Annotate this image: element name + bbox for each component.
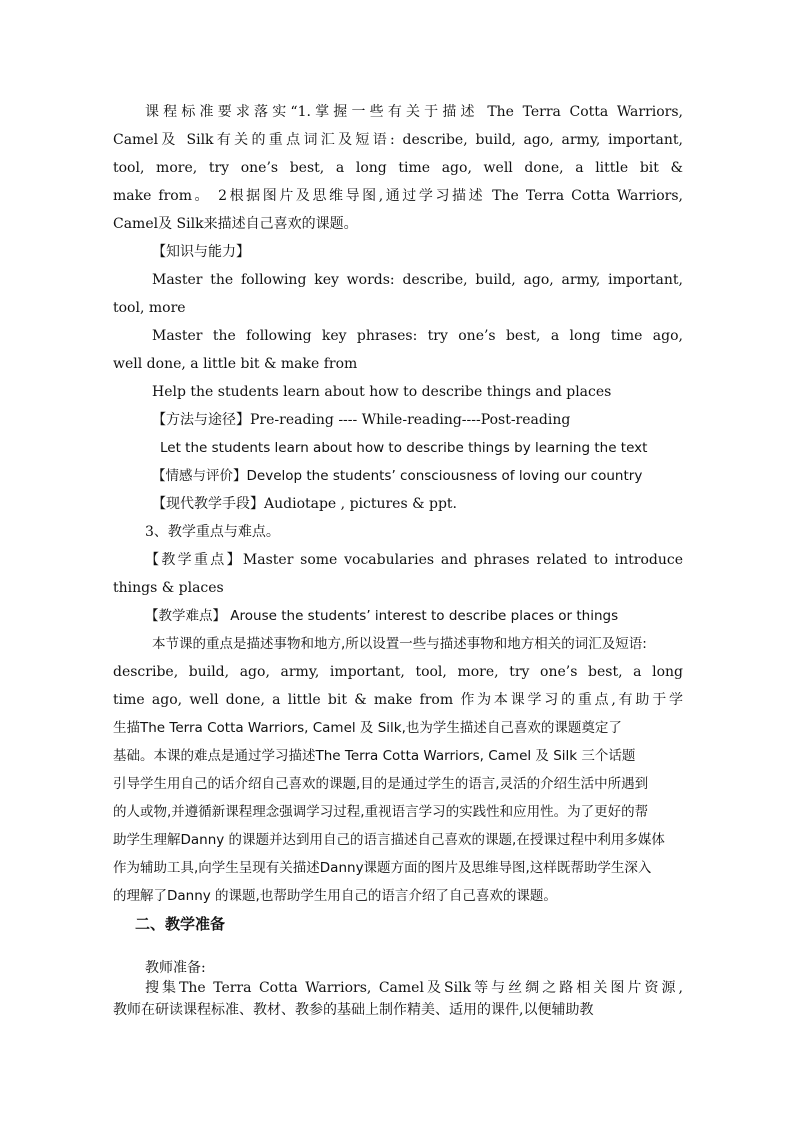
section-heading: 3、教学重点与难点。 — [145, 524, 280, 540]
paragraph-line: 生描The Terra Cotta Warriors, Camel 及 Silk,也为学生描述自己喜欢的课题奠定了 — [113, 720, 622, 736]
paragraph-line: things & places — [113, 580, 224, 596]
paragraph-line: Help the students learn about how to describe things and places — [152, 384, 612, 400]
section-heading: 【知识与能力】 — [152, 244, 250, 260]
section-title: 二、教学准备 — [135, 915, 226, 933]
paragraph-line: make from。 2根据图片及思维导图,通过学习描述 The Terra Cotta Warriors, — [113, 188, 683, 204]
paragraph-line: 【教学难点】 Arouse the students’ interest to describe places or things — [145, 608, 619, 624]
paragraph-line: 助学生理解Danny 的课题并达到用自己的语言描述自己喜欢的课题,在授课过程中利用多媒体 — [113, 832, 665, 848]
paragraph-line: 教师在研读课程标准、教材、教参的基础上制作精美、适用的课件,以便辅助教 — [113, 1002, 594, 1018]
paragraph-line: 课程标准要求落实“1.掌握一些有关于描述 The Terra Cotta Warriors, — [145, 104, 683, 120]
paragraph-line: Master the following key phrases: try one’s best, a long time ago, — [152, 328, 683, 344]
paragraph-line: tool, more, try one’s best, a long time ago, well done, a little bit & — [113, 160, 683, 176]
paragraph-line: Let the students learn about how to describe things by learning the text — [160, 440, 648, 456]
paragraph-line: Camel及 Silk有关的重点词汇及短语: describe, build, ago, army, important, — [113, 132, 683, 148]
paragraph-line: 的人或物,并遵循新课程理念强调学习过程,重视语言学习的实践性和应用性。为了更好的帮 — [113, 804, 649, 820]
paragraph-line: tool, more — [113, 300, 186, 316]
paragraph-line: 【教学重点】Master some vocabularies and phrases related to introduce — [145, 552, 683, 568]
paragraph-line: 基础。本课的难点是通过学习描述The Terra Cotta Warriors, Camel 及 Silk 三个话题 — [113, 748, 636, 764]
paragraph-line: 引导学生用自己的话介绍自己喜欢的课题,目的是通过学生的语言,灵活的介绍生活中所遇到 — [113, 776, 649, 792]
paragraph-line: 【方法与途径】Pre-reading ---- While-reading----Post-reading — [152, 412, 571, 428]
paragraph-line: well done, a little bit & make from — [113, 356, 358, 372]
paragraph-line: 本节课的重点是描述事物和地方,所以设置一些与描述事物和地方相关的词汇及短语: — [152, 636, 647, 652]
paragraph-line: 【情感与评价】Develop the students’ consciousness of loving our country — [152, 468, 643, 484]
paragraph-line: describe, build, ago, army, important, tool, more, try one’s best, a long — [113, 664, 683, 680]
paragraph-line: 作为辅助工具,向学生呈现有关描述Danny课题方面的图片及思维导图,这样既帮助学生深入 — [113, 860, 652, 876]
paragraph-line: 搜集The Terra Cotta Warriors, Camel及Silk等与丝绸之路相关图片资源, — [145, 980, 683, 996]
paragraph-line: Camel及 Silk来描述自己喜欢的课题。 — [113, 216, 358, 232]
paragraph-line: Master the following key words: describe, build, ago, army, important, — [152, 272, 683, 288]
paragraph-line: 教师准备: — [145, 960, 206, 976]
paragraph-line: 【现代教学手段】Audiotape , pictures & ppt. — [152, 496, 458, 512]
paragraph-line: time ago, well done, a little bit & make from 作为本课学习的重点,有助于学 — [113, 692, 683, 708]
paragraph-line: 的理解了Danny 的课题,也帮助学生用自己的语言介绍了自己喜欢的课题。 — [113, 888, 557, 904]
